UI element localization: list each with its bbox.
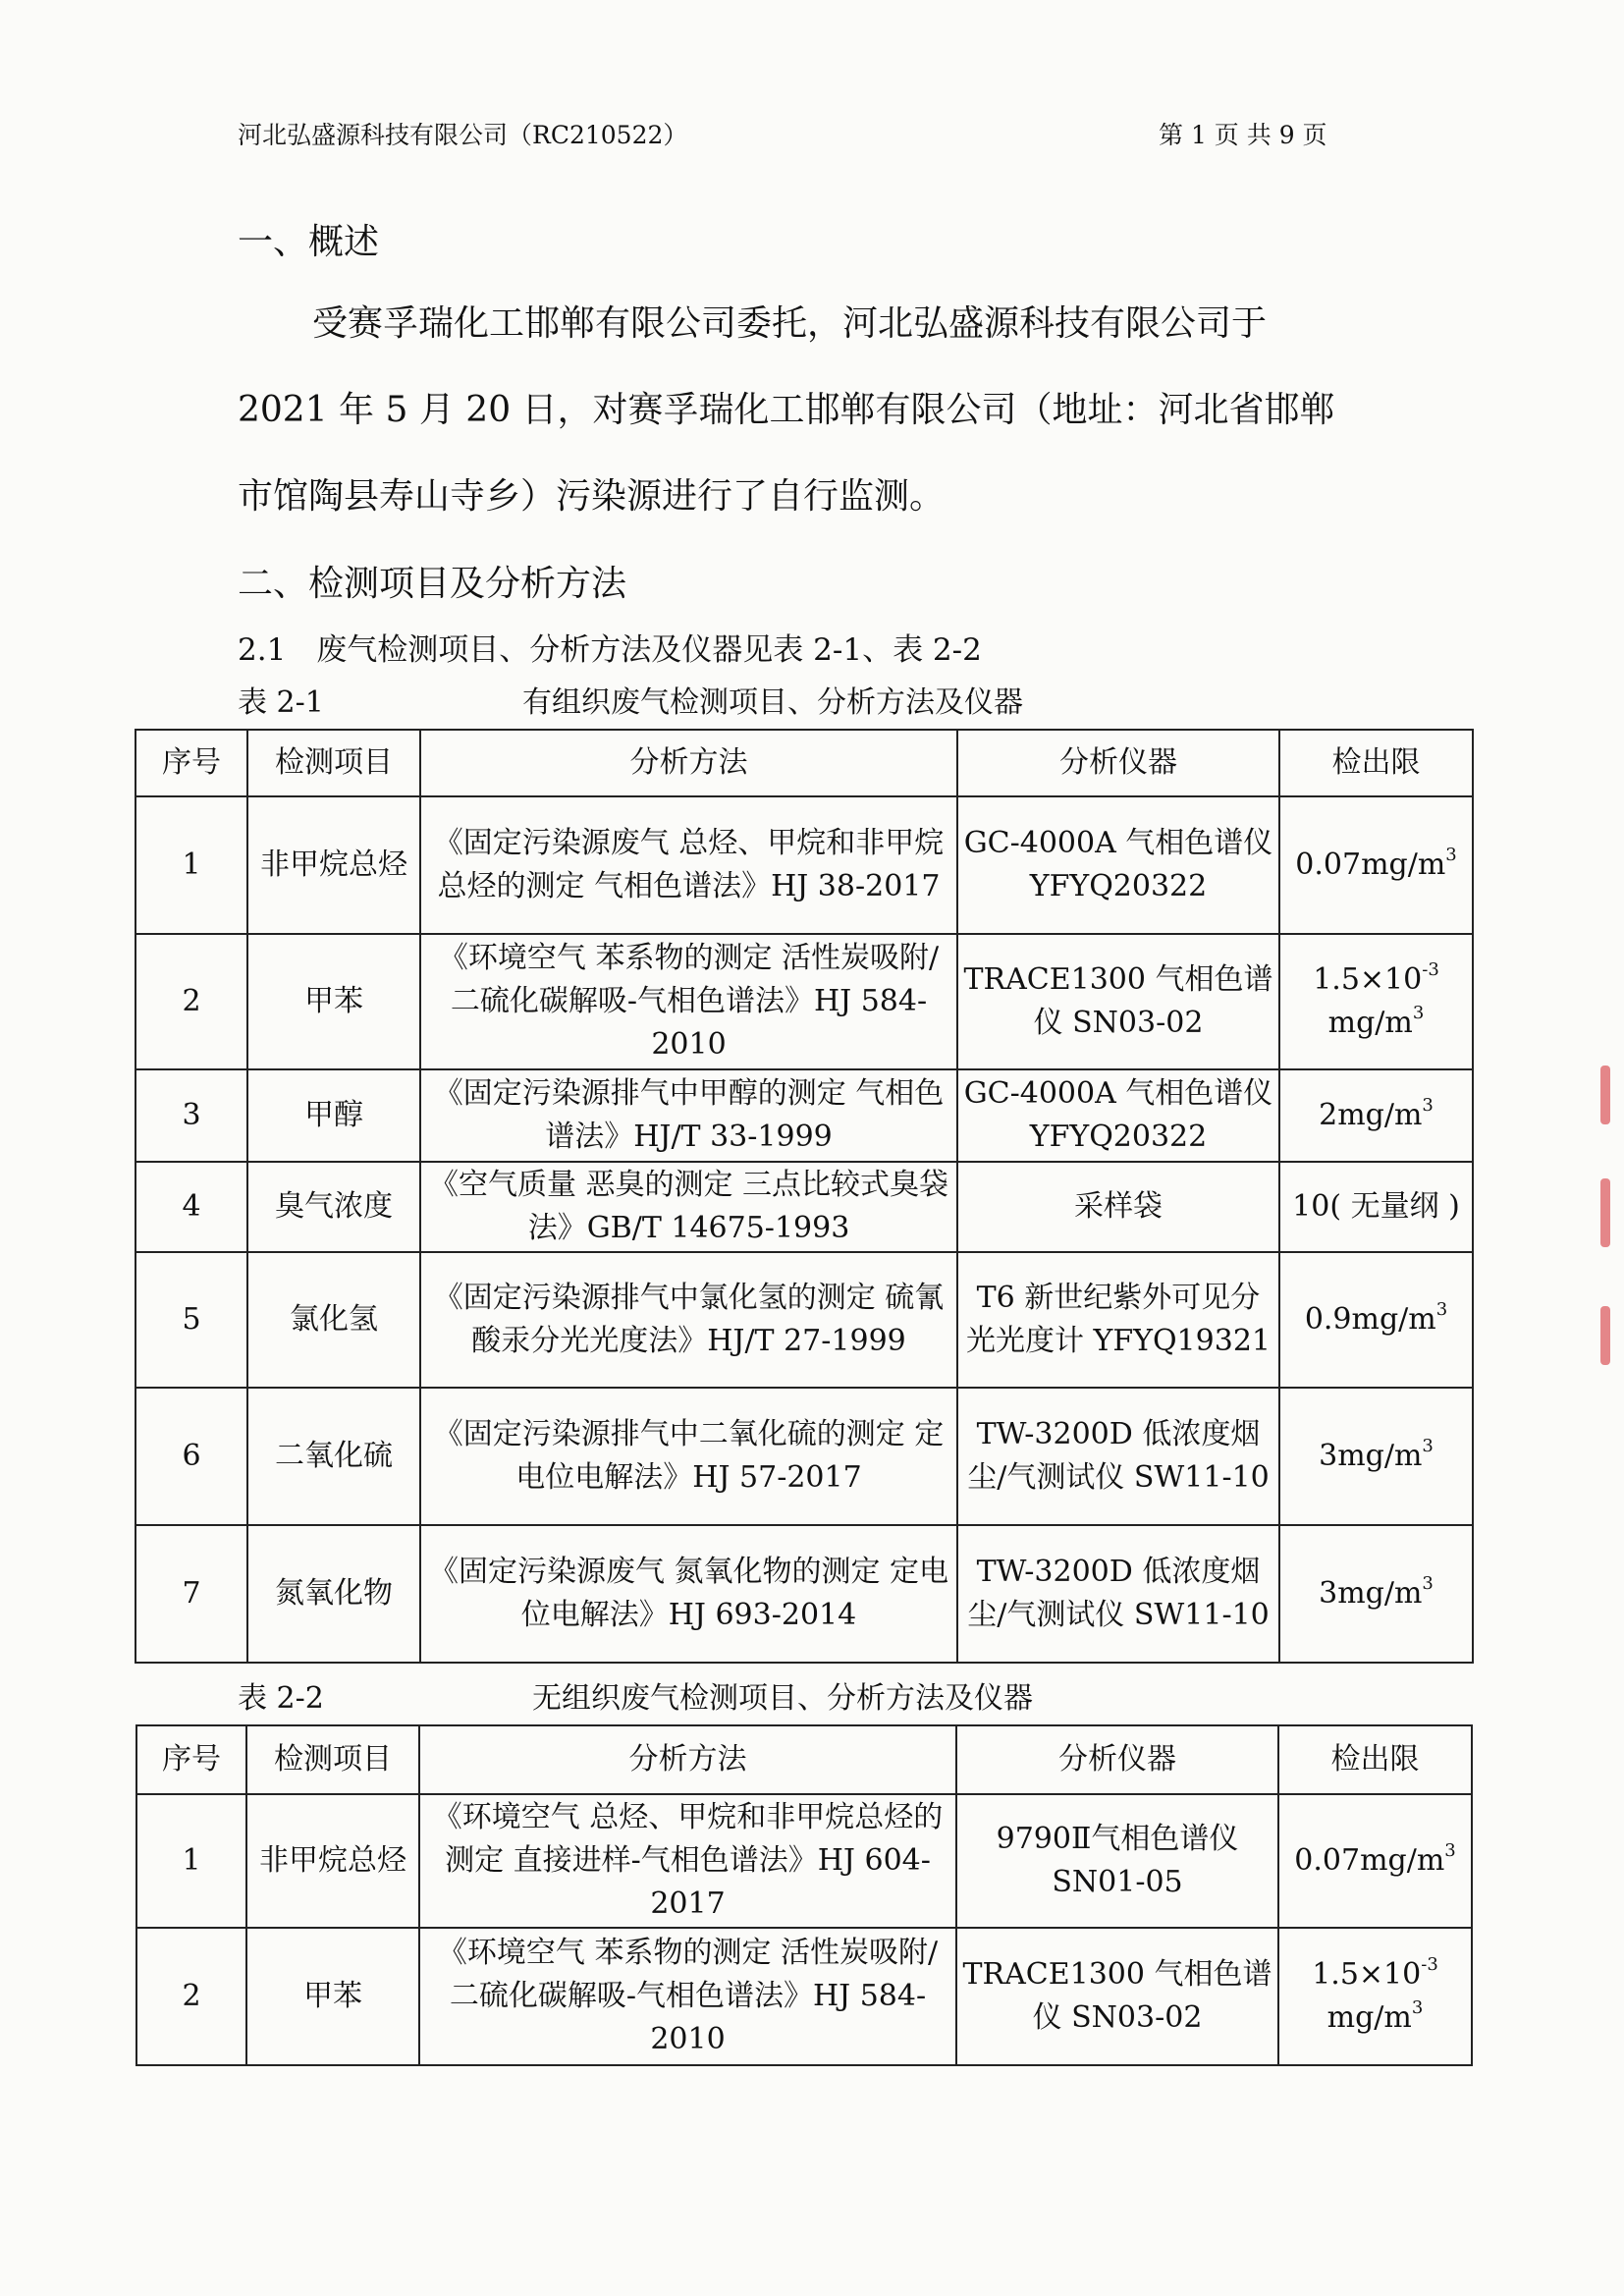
table-row: [135, 1525, 1473, 1663]
table-row: [135, 934, 1473, 1069]
header-limit: 检出限: [1279, 730, 1473, 796]
table-row: [135, 1162, 1473, 1252]
cell-no: 7: [135, 1525, 247, 1663]
limit-exponent: 3: [1422, 1436, 1434, 1456]
header-method: 分析方法: [419, 1725, 956, 1794]
table-row: [135, 1388, 1473, 1525]
limit-value: 3mg/m: [1319, 1576, 1423, 1611]
cell-method: 《固定污染源废气 总烃、甲烷和非甲烷总烃的测定 气相色谱法》HJ 38-2017: [420, 796, 957, 934]
cell-instrument: TW-3200D 低浓度烟尘/气测试仪 SW11-10: [957, 1525, 1279, 1663]
seal-edge-mark: [1600, 1306, 1610, 1365]
table-row: [135, 1069, 1473, 1162]
header-item: 检测项目: [247, 730, 420, 796]
cell-item: 甲醇: [247, 1069, 420, 1162]
section-2-title: 二、检测项目及分析方法: [238, 564, 627, 604]
cell-item: 二氧化硫: [247, 1388, 420, 1525]
body-line-1: 受赛孚瑞化工邯郸有限公司委托，河北弘盛源科技有限公司于: [312, 303, 1268, 344]
header-instrument: 分析仪器: [956, 1725, 1278, 1794]
table-row: [136, 1794, 1472, 1928]
cell-no: 4: [135, 1162, 247, 1252]
limit-exponent: -3: [1421, 1954, 1438, 1975]
table-1-header-row: [135, 730, 1473, 796]
table-2-header-row: [136, 1725, 1472, 1794]
table-2-label: 表 2-2: [238, 1681, 324, 1716]
limit-exponent: 3: [1435, 1299, 1448, 1320]
cell-instrument: GC-4000A 气相色谱仪 YFYQ20322: [957, 796, 1279, 934]
cell-item: 氮氧化物: [247, 1525, 420, 1663]
cell-no: 1: [135, 796, 247, 934]
header-no: 序号: [135, 730, 247, 796]
header-company: 河北弘盛源科技有限公司（RC210522）: [238, 121, 688, 149]
cell-method: 《环境空气 总烃、甲烷和非甲烷总烃的测定 直接进样-气相色谱法》HJ 604-2017: [419, 1794, 956, 1928]
limit-value: 3mg/m: [1319, 1439, 1423, 1473]
cell-method: 《固定污染源排气中甲醇的测定 气相色谱法》HJ/T 33-1999: [420, 1069, 957, 1162]
section-1-body: [238, 281, 1377, 540]
table-row: [135, 1252, 1473, 1388]
limit-exponent: 3: [1422, 1573, 1434, 1594]
header-item: 检测项目: [246, 1725, 419, 1794]
table-row: [135, 796, 1473, 934]
header-method: 分析方法: [420, 730, 957, 796]
limit-value: 1.5×10: [1312, 1957, 1422, 1992]
cell-method: 《固定污染源废气 氮氧化物的测定 定电位电解法》HJ 693-2014: [420, 1525, 957, 1663]
table-row: [136, 1928, 1472, 2065]
header-no: 序号: [136, 1725, 246, 1794]
limit-value: 1.5×10: [1313, 962, 1423, 997]
cell-item: 氯化氢: [247, 1252, 420, 1388]
table-2-title: 无组织废气检测项目、分析方法及仪器: [532, 1681, 1033, 1716]
limit-unit-exponent: 3: [1411, 1997, 1424, 2018]
cell-limit: [1279, 1388, 1473, 1525]
table-2: [135, 1724, 1473, 2066]
cell-no: 5: [135, 1252, 247, 1388]
cell-instrument: 采样袋: [957, 1162, 1279, 1252]
cell-limit: [1279, 1252, 1473, 1388]
cell-no: 6: [135, 1388, 247, 1525]
cell-no: 3: [135, 1069, 247, 1162]
cell-limit: [1279, 934, 1473, 1069]
cell-limit: 10( 无量纲 ): [1279, 1162, 1473, 1252]
limit-unit: mg/m: [1327, 1006, 1413, 1040]
cell-limit: [1278, 1794, 1472, 1928]
limit-unit-exponent: 3: [1412, 1003, 1425, 1023]
table-1: [135, 729, 1474, 1664]
seal-edge-mark: [1600, 1066, 1610, 1124]
cell-limit: [1278, 1928, 1472, 2065]
cell-method: 《环境空气 苯系物的测定 活性炭吸附/二硫化碳解吸-气相色谱法》HJ 584-2010: [420, 934, 957, 1069]
cell-item: 非甲烷总烃: [246, 1794, 419, 1928]
cell-instrument: TRACE1300 气相色谱仪 SN03-02: [957, 934, 1279, 1069]
limit-value: 0.07mg/m: [1294, 1843, 1445, 1878]
cell-method: 《固定污染源排气中氯化氢的测定 硫氰酸汞分光光度法》HJ/T 27-1999: [420, 1252, 957, 1388]
cell-method: 《固定污染源排气中二氧化硫的测定 定电位电解法》HJ 57-2017: [420, 1388, 957, 1525]
body-line-3: 市馆陶县寿山寺乡）污染源进行了自行监测。: [238, 476, 946, 517]
cell-instrument: 9790Ⅱ气相色谱仪 SN01-05: [956, 1794, 1278, 1928]
limit-exponent: 3: [1422, 1095, 1434, 1116]
cell-item: 甲苯: [246, 1928, 419, 2065]
cell-instrument: T6 新世纪紫外可见分光光度计 YFYQ19321: [957, 1252, 1279, 1388]
table-1-title: 有组织废气检测项目、分析方法及仪器: [522, 685, 1023, 720]
header-limit: 检出限: [1278, 1725, 1472, 1794]
section-1-title: 一、概述: [238, 222, 380, 262]
cell-no: 2: [136, 1928, 246, 2065]
limit-unit: mg/m: [1326, 2000, 1412, 2035]
limit-exponent: -3: [1422, 959, 1439, 980]
body-line-2: 2021 年 5 月 20 日，对赛孚瑞化工邯郸有限公司（地址：河北省邯郸: [238, 390, 1335, 430]
cell-limit: [1279, 796, 1473, 934]
limit-exponent: 3: [1444, 1840, 1456, 1861]
cell-no: 1: [136, 1794, 246, 1928]
cell-item: 非甲烷总烃: [247, 796, 420, 934]
cell-instrument: GC-4000A 气相色谱仪 YFYQ20322: [957, 1069, 1279, 1162]
seal-edge-mark: [1600, 1178, 1610, 1247]
cell-method: 《空气质量 恶臭的测定 三点比较式臭袋法》GB/T 14675-1993: [420, 1162, 957, 1252]
header-page-number: 第 1 页 共 9 页: [1159, 121, 1327, 149]
table-1-label: 表 2-1: [238, 685, 324, 720]
limit-value: 2mg/m: [1319, 1098, 1423, 1132]
cell-method: 《环境空气 苯系物的测定 活性炭吸附/二硫化碳解吸-气相色谱法》HJ 584-2010: [419, 1928, 956, 2065]
cell-limit: [1279, 1525, 1473, 1663]
section-2-1-subtitle: 2.1 废气检测项目、分析方法及仪器见表 2-1、表 2-2: [238, 632, 982, 668]
cell-item: 甲苯: [247, 934, 420, 1069]
cell-instrument: TRACE1300 气相色谱仪 SN03-02: [956, 1928, 1278, 2065]
cell-item: 臭气浓度: [247, 1162, 420, 1252]
cell-limit: [1279, 1069, 1473, 1162]
cell-instrument: TW-3200D 低浓度烟尘/气测试仪 SW11-10: [957, 1388, 1279, 1525]
header-instrument: 分析仪器: [957, 730, 1279, 796]
cell-no: 2: [135, 934, 247, 1069]
limit-value: 0.07mg/m: [1295, 847, 1446, 882]
limit-exponent: 3: [1445, 845, 1457, 865]
limit-value: 0.9mg/m: [1304, 1302, 1436, 1337]
